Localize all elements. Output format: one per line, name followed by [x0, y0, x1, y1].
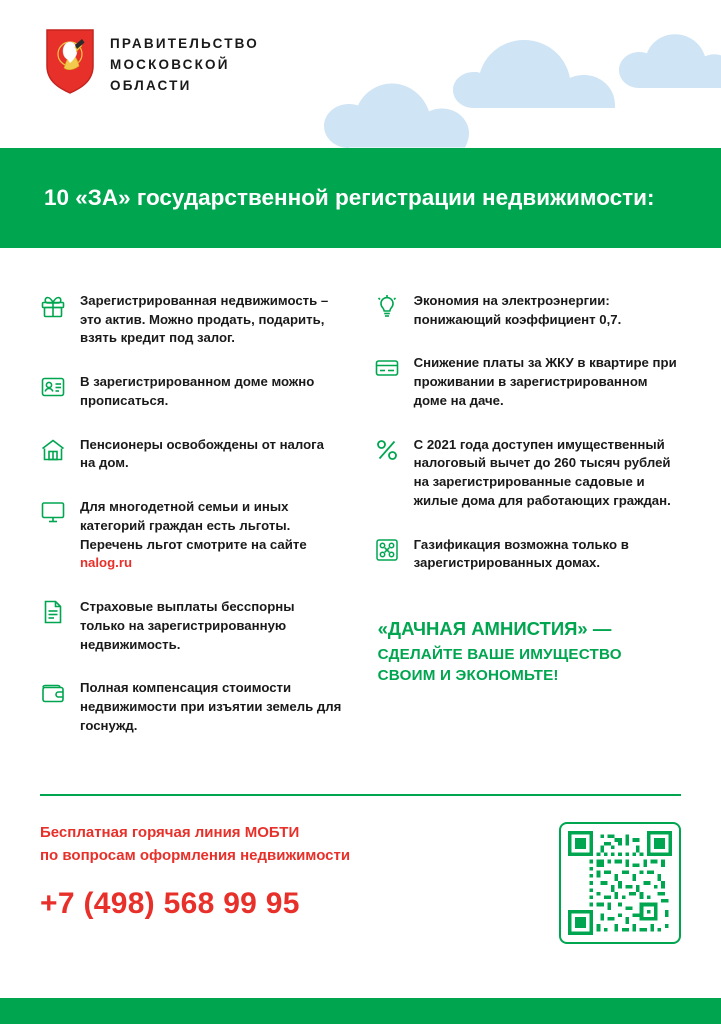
- hotline-line-2: по вопросам оформления недвижимости: [40, 846, 351, 864]
- list-item-text: В зарегистрированном доме можно прописаться.: [80, 374, 315, 408]
- wallet-icon: [40, 680, 66, 706]
- gov-title-line-1: ПРАВИТЕЛЬСТВО: [110, 36, 259, 51]
- gift-icon: [40, 293, 66, 319]
- list-item-text: Пенсионеры освобождены от налога на дом.: [80, 436, 324, 471]
- document-icon: [40, 599, 66, 625]
- hotline-line-1: Бесплатная горячая линия МОБТИ: [40, 824, 300, 842]
- left-benefits-column: [40, 292, 348, 760]
- gov-title-line-3: ОБЛАСТИ: [110, 77, 192, 93]
- list-item: [374, 536, 681, 573]
- list-item: [374, 292, 681, 329]
- list-item-text: Зарегистрированная недвижимость – это актив. Можно продать, подарить, взять кредит под залог.: [80, 293, 329, 346]
- list-item-text-before-link: Для многодетной семьи и иных категорий граждан есть льготы. Перечень льгот смотрите на сайте: [80, 499, 307, 552]
- title-banner: [0, 148, 721, 248]
- list-item-text: Газификация возможна только в зарегистрированных домах.: [413, 536, 629, 571]
- list-item: [40, 498, 342, 573]
- hotline-phone-number[interactable]: +7 (498) 568 99 95: [40, 887, 300, 921]
- list-item-text: Снижение платы за ЖКУ в квартире при проживании в зарегистрированном доме на даче.: [413, 355, 677, 408]
- list-item: [40, 679, 342, 735]
- page-header: [0, 0, 721, 148]
- list-item: [40, 373, 342, 410]
- house-icon: [40, 437, 66, 463]
- percent-icon: [374, 437, 400, 463]
- list-item: [374, 436, 681, 511]
- list-item-text: С 2021 года доступен имущественный налоговый вычет до 260 тысяч рублей на зарегистрированные садовые и жилые дома для работающих граждан.: [413, 436, 671, 508]
- nalog-ru-link[interactable]: nalog.ru: [80, 555, 133, 571]
- monitor-icon: [40, 499, 66, 525]
- list-item-text: Полная компенсация стоимости недвижимости при изъятии земель для госнужд.: [80, 680, 342, 733]
- list-item-text: Страховые выплаты бесспорны только на зарегистрированную недвижимость.: [80, 599, 295, 652]
- lightbulb-icon: [374, 293, 400, 319]
- coat-of-arms-icon: [44, 28, 96, 94]
- page-title: 10 «ЗА» государственной регистрации недвижимости:: [44, 184, 655, 210]
- right-benefits-column: [374, 292, 681, 760]
- page-footer: [0, 796, 721, 944]
- qr-code[interactable]: [559, 822, 681, 944]
- list-item: [40, 292, 342, 348]
- gov-title-line-2: МОСКОВСКОЙ: [110, 56, 230, 72]
- amnesty-headline: «ДАЧНАЯ АМНИСТИЯ» —: [377, 618, 612, 640]
- list-item: [40, 598, 342, 654]
- id-card-icon: [40, 374, 66, 400]
- cloud-decoration: [291, 0, 721, 148]
- bottom-green-bar: [0, 998, 721, 1024]
- list-item-text: [80, 498, 342, 573]
- gas-icon: [374, 537, 400, 563]
- credit-card-icon: [374, 355, 400, 381]
- benefits-content: [0, 248, 721, 760]
- list-item: [374, 354, 681, 410]
- hotline-block: [40, 822, 350, 921]
- amnesty-subheadline: СДЕЛАЙТЕ ВАШЕ ИМУЩЕСТВО СВОИМ И ЭКОНОМЬТЕ!: [377, 646, 622, 685]
- government-title: [110, 28, 259, 97]
- list-item: [40, 436, 342, 473]
- list-item-text: Экономия на электроэнергии: понижающий коэффициент 0,7.: [413, 293, 622, 327]
- logo-block: [44, 28, 259, 97]
- dacha-amnesty-block: [374, 617, 681, 687]
